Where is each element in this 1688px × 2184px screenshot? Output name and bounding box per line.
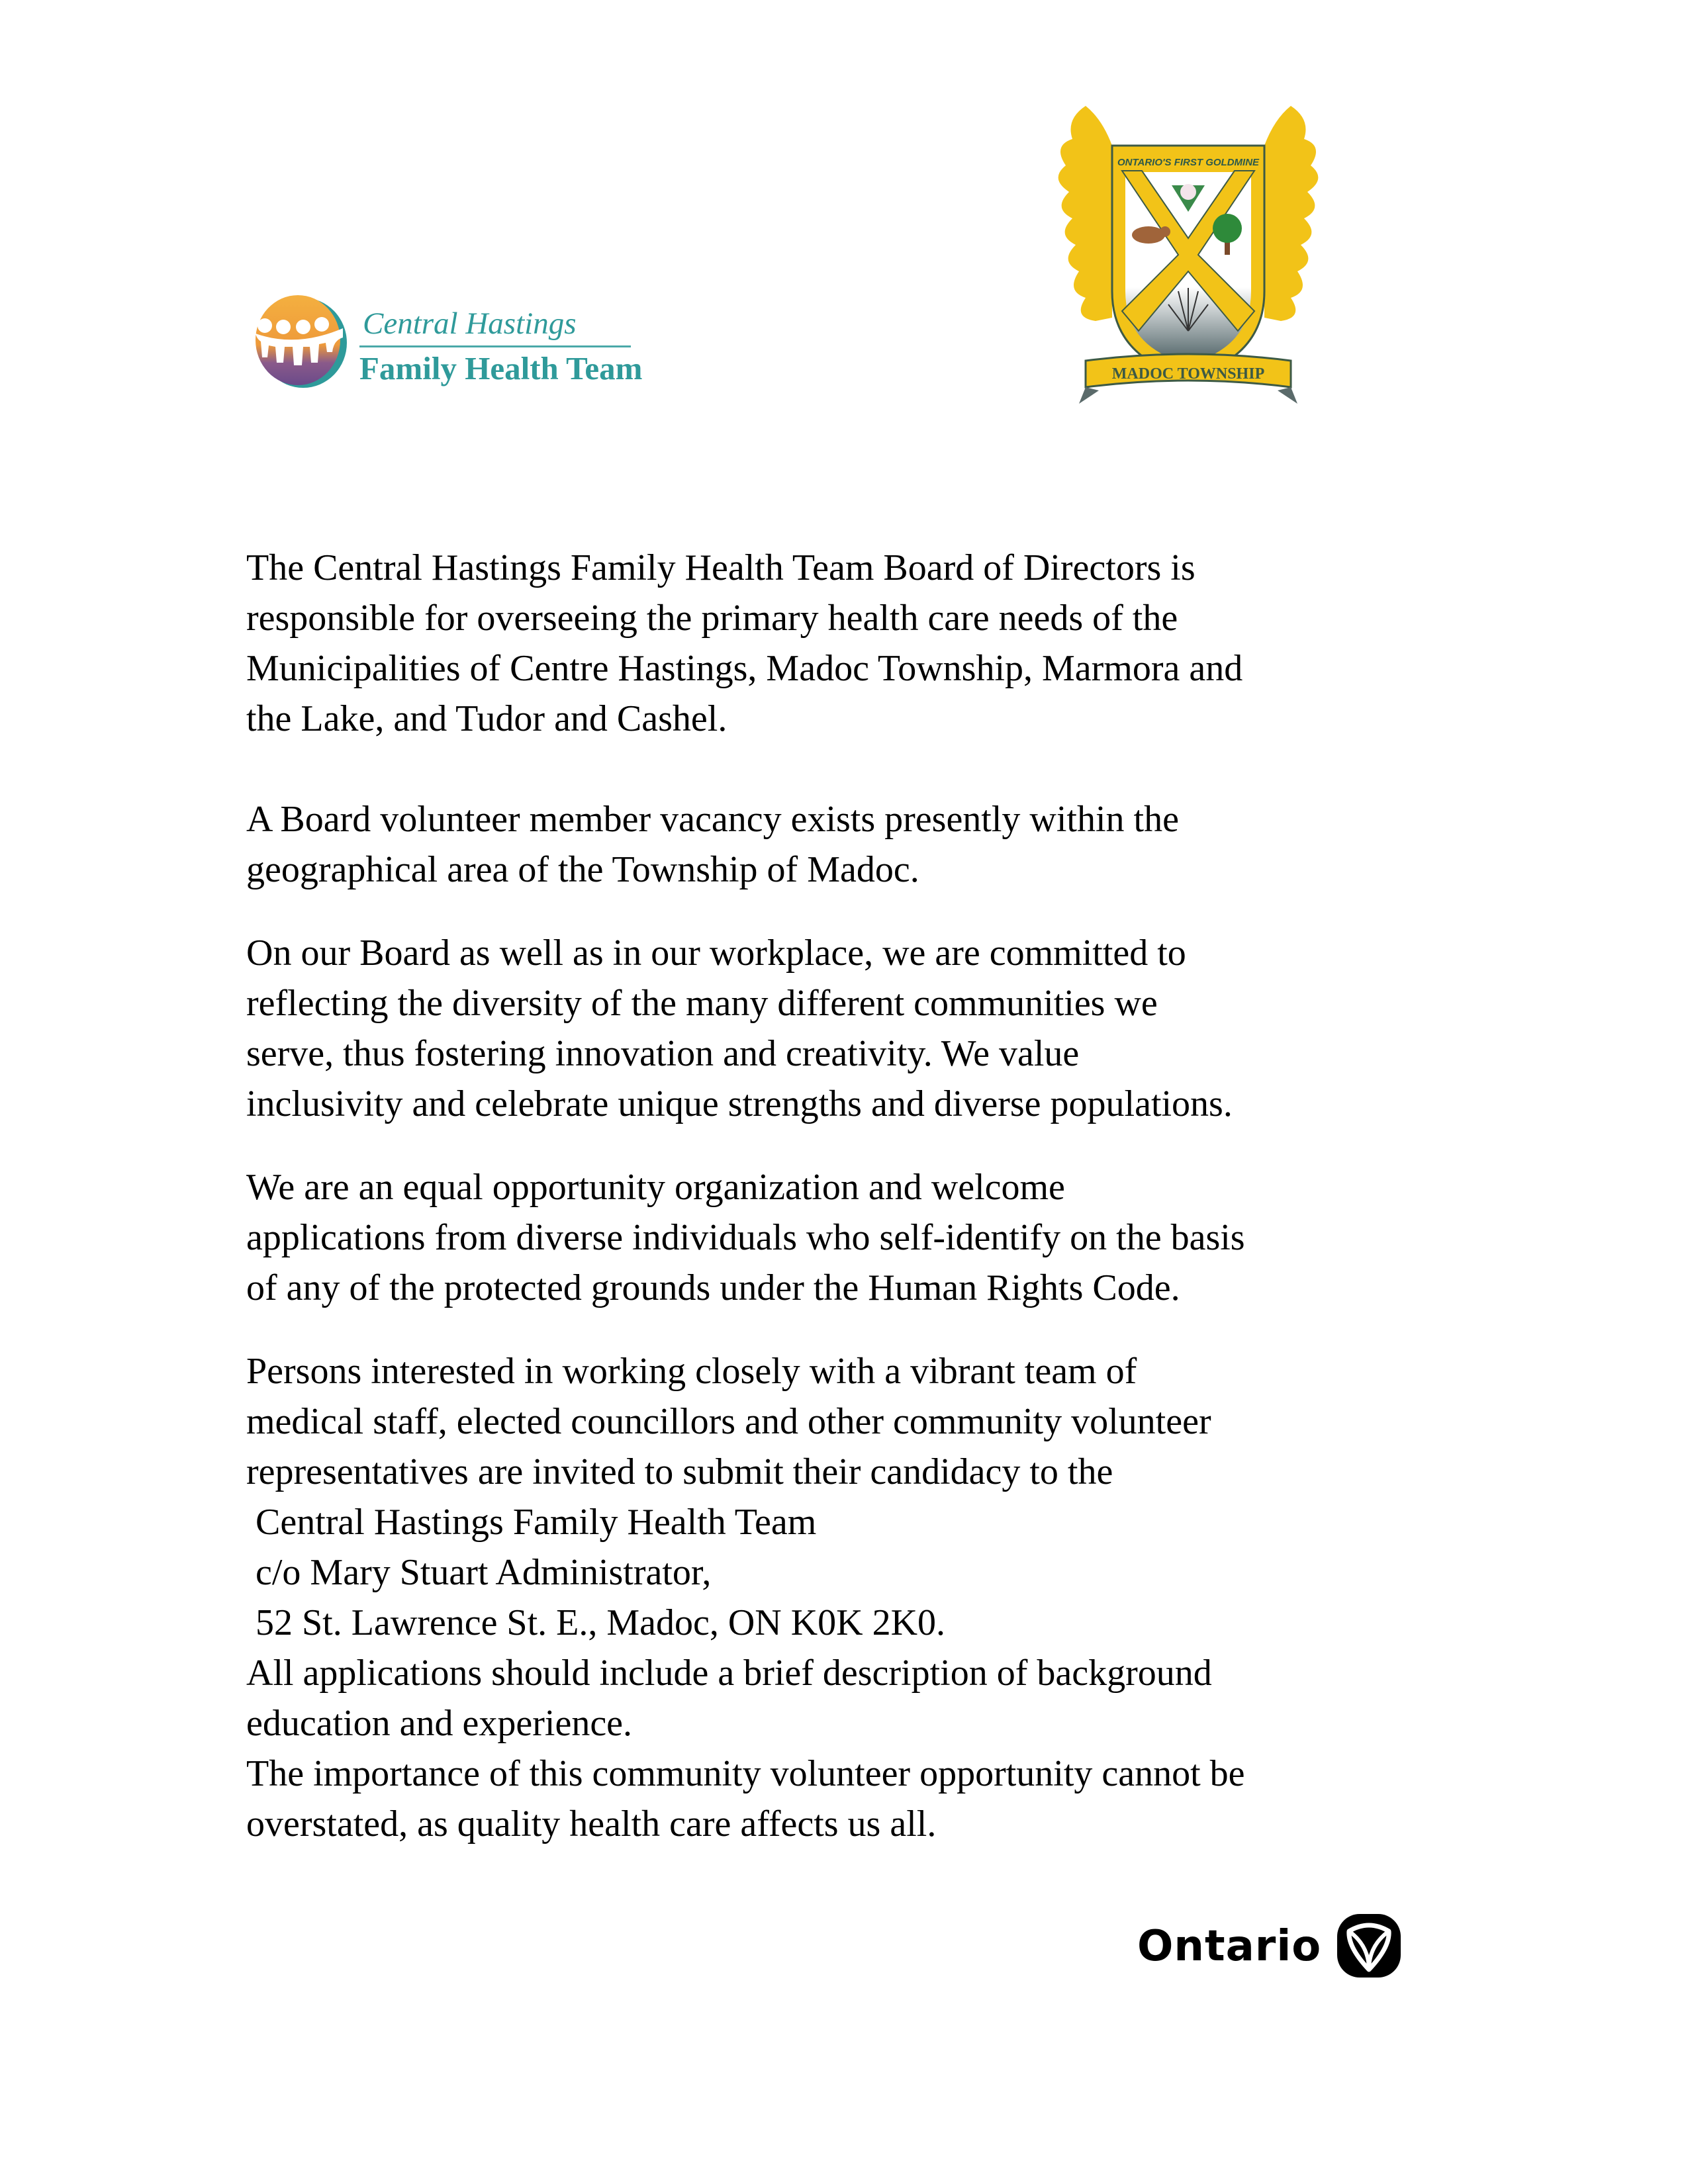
text-line: representatives are invited to submit their candidacy to the	[246, 1451, 1113, 1492]
paragraph-invitation	[246, 1346, 1451, 1849]
text-line: of any of the protected grounds under the Human Rights Code.	[246, 1267, 1180, 1308]
chfht-name-line2: Family Health Team	[359, 350, 643, 387]
paragraph-diversity	[246, 928, 1451, 1129]
paragraph-board-responsibility	[246, 543, 1451, 744]
paragraph-equal-opportunity	[246, 1162, 1451, 1313]
text-line: Municipalities of Centre Hastings, Madoc Township, Marmora and	[246, 648, 1243, 689]
chfht-name-line1: Central Hastings	[363, 306, 577, 341]
text-line: medical staff, elected councillors and other community volunteer	[246, 1401, 1211, 1442]
text-line: reflecting the diversity of the many different communities we	[246, 983, 1158, 1024]
trillium-icon	[1336, 1913, 1402, 1979]
text-line: inclusivity and celebrate unique strengths and diverse populations.	[246, 1083, 1233, 1124]
text-line: the Lake, and Tudor and Cashel.	[246, 698, 727, 739]
text-line: Persons interested in working closely with a vibrant team of	[246, 1351, 1137, 1392]
text-line: All applications should include a brief description of background	[246, 1653, 1212, 1694]
text-line: geographical area of the Township of Madoc.	[246, 849, 919, 890]
ontario-wordmark: Ontario	[1137, 1922, 1322, 1971]
text-line: The importance of this community volunteer opportunity cannot be	[246, 1753, 1245, 1794]
text-line: responsible for overseeing the primary health care needs of the	[246, 598, 1178, 639]
oak-leaves-left-icon	[1058, 106, 1112, 321]
text-line: A Board volunteer member vacancy exists presently within the	[246, 799, 1179, 840]
ontario-logo	[1137, 1910, 1402, 1983]
oak-leaves-right-icon	[1264, 106, 1318, 321]
crest-motto: ONTARIO'S FIRST GOLDMINE	[1117, 157, 1260, 168]
madoc-township-crest	[1039, 93, 1337, 410]
chfht-divider	[359, 345, 631, 347]
text-line: serve, thus fostering innovation and creativity. We value	[246, 1033, 1080, 1074]
address-street: 52 St. Lawrence St. E., Madoc, ON K0K 2K0.	[256, 1602, 946, 1643]
crest-banner-text: MADOC TOWNSHIP	[1111, 365, 1265, 383]
address-organization: Central Hastings Family Health Team	[256, 1502, 817, 1543]
text-line: education and experience.	[246, 1703, 633, 1744]
paragraph-vacancy	[246, 794, 1451, 895]
text-line: On our Board as well as in our workplace, we are committed to	[246, 933, 1186, 974]
address-attention: c/o Mary Stuart Administrator,	[256, 1552, 712, 1593]
text-line: overstated, as quality health care affects us all.	[246, 1803, 937, 1844]
text-line: applications from diverse individuals who self-identify on the basis	[246, 1217, 1245, 1258]
chfht-emblem-icon	[250, 291, 350, 390]
chfht-logo	[250, 291, 647, 397]
text-line: The Central Hastings Family Health Team Board of Directors is	[246, 547, 1196, 588]
letter-body	[246, 543, 1451, 1849]
text-line: We are an equal opportunity organization and welcome	[246, 1167, 1065, 1208]
